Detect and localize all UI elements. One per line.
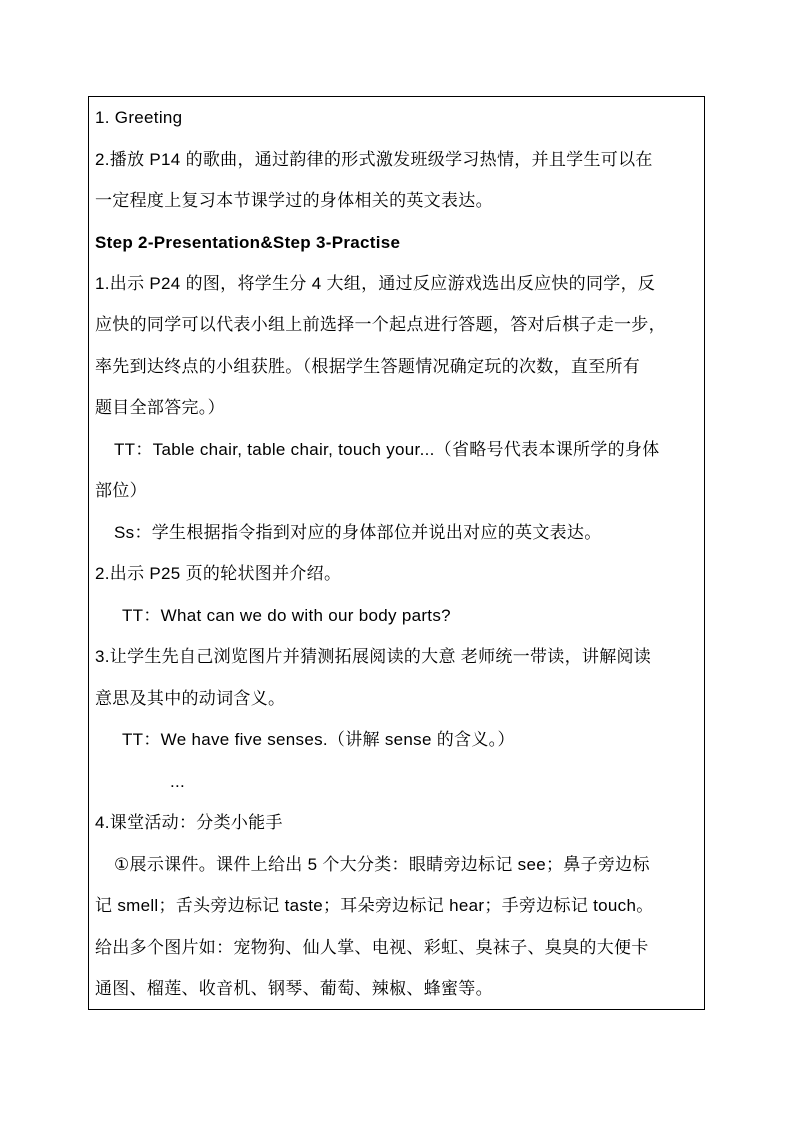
- text-line: 给出多个图片如：宠物狗、仙人掌、电视、彩虹、臭袜子、臭臭的大便卡: [95, 938, 649, 957]
- text-line: 1.出示 P24 的图，将学生分 4 大组，通过反应游戏选出反应快的同学，反: [95, 274, 656, 293]
- text-line: 4.课堂活动：分类小能手: [95, 813, 283, 832]
- dialogue-line-ss: Ss：学生根据指令指到对应的身体部位并说出对应的英文表达。: [114, 523, 602, 542]
- dialogue-line-tt: TT：What can we do with our body parts?: [122, 606, 451, 625]
- text-line: 2.出示 P25 页的轮状图并介绍。: [95, 564, 342, 583]
- text-line: 意思及其中的动词含义。: [95, 689, 286, 708]
- dialogue-line-tt: TT：Table chair, table chair, touch your...（省略号代表本课所学的身体: [114, 440, 660, 459]
- text-line: 3.让学生先自己浏览图片并猜测拓展阅读的大意 老师统一带读，讲解阅读: [95, 647, 652, 666]
- text-line: 部位）: [95, 481, 147, 500]
- text-line: 通图、榴莲、收音机、钢琴、葡萄、辣椒、蜂蜜等。: [95, 979, 493, 998]
- text-line: 一定程度上复习本节课学过的身体相关的英文表达。: [95, 191, 493, 210]
- text-line: 记 smell；舌头旁边标记 taste；耳朵旁边标记 hear；手旁边标记 touch。: [95, 896, 654, 915]
- text-line: 2.播放 P14 的歌曲，通过韵律的形式激发班级学习热情，并且学生可以在: [95, 150, 653, 169]
- text-line: ①展示课件。课件上给出 5 个大分类：眼睛旁边标记 see；鼻子旁边标: [114, 855, 650, 874]
- text-line: 应快的同学可以代表小组上前选择一个起点进行答题，答对后棋子走一步，: [95, 315, 666, 334]
- text-line-greeting: 1. Greeting: [95, 108, 183, 127]
- ellipsis-line: ...: [170, 772, 186, 791]
- text-line: 率先到达终点的小组获胜。（根据学生答题情况确定玩的次数，直至所有: [95, 357, 641, 376]
- dialogue-line-tt: TT：We have five senses.（讲解 sense 的含义。）: [122, 730, 515, 749]
- step-heading: Step 2-Presentation&Step 3-Practise: [95, 233, 401, 252]
- text-line: 题目全部答完。）: [95, 398, 225, 417]
